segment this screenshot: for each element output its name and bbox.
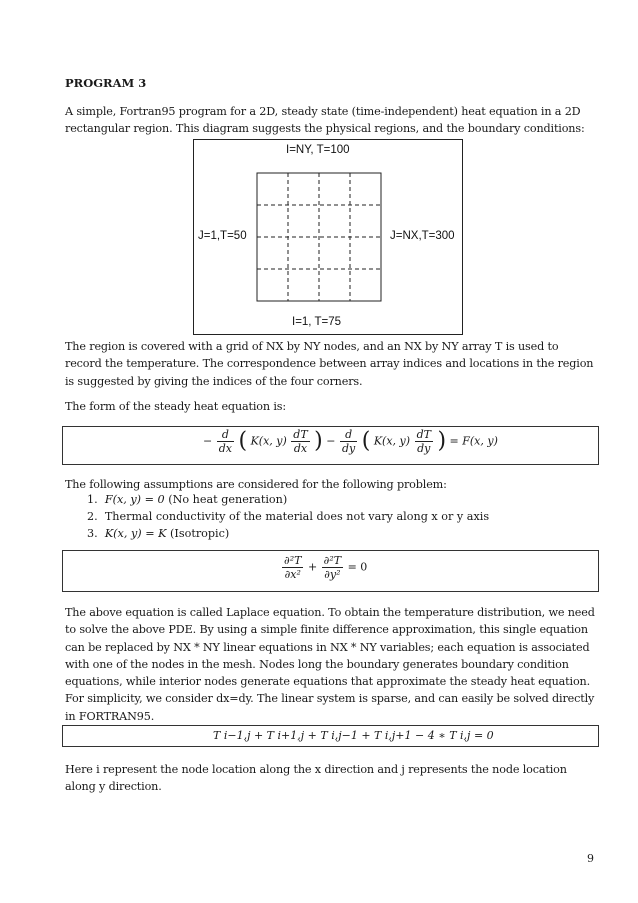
- laplace-equation: $\frac{\text{∂²T}}{\text{∂x²}}$ + $\frac{\text{∂²T}}{\text{∂y²}}$ = 0: [284, 554, 368, 581]
- boundary-diagram: [193, 139, 463, 335]
- closing-paragraph: Here i represent the node location along the x direction and j represents the node location along y direction.: [65, 763, 567, 794]
- intro-paragraph: A simple, Fortran95 program for a 2D, steady state (time-independent) heat equation in a 2D rectangular region. This diagram suggests the physical regions, and the boundary conditions:: [65, 105, 585, 136]
- grid-lines: [257, 173, 381, 301]
- assumptions-paragraph: The following assumptions are considered for the following problem:: [65, 478, 447, 491]
- heat-equation-box: [62, 426, 599, 465]
- laplace-paragraph: The above equation is called Laplace equation. To obtain the temperature distribution, we need to solve the above PDE. By using a simple finite difference approximation, this single equation can be replaced by NX * NY linear equations in NX * NY variables; each equation is associated with one of the nodes in the mesh. Nodes long the boundary generates boundary condition equations, while interior nodes generate equations that approximate the steady heat equation. For simplicity, we consider dx=dy. The linear system is sparse, and can easily be solved directly in FORTRAN95.: [65, 606, 595, 723]
- program-heading: PROGRAM 3: [65, 76, 147, 90]
- laplace-equation-box: [62, 550, 599, 592]
- assumption-item-2: 2. Thermal conductivity of the material does not vary along x or y axis: [87, 510, 490, 523]
- left-boundary-label: J=1,T=50: [198, 230, 247, 242]
- heat-equation: − $\frac{d}{dx}$ ( K(x, y) $\frac{dT}{dx}$ ) − $\frac{d}{dy}$ ( K(x, y) $\frac{dT}{dy}$ ) = F(x, y): [203, 428, 498, 455]
- top-boundary-label: I=NY, T=100: [286, 144, 350, 156]
- page-number: 9: [587, 852, 594, 865]
- form-paragraph: The form of the steady heat equation is:: [65, 400, 286, 413]
- finite-difference-box: [62, 725, 599, 747]
- assumption-item-3: 3. K(x, y) = K (Isotropic): [87, 527, 230, 540]
- region-paragraph: The region is covered with a grid of NX by NY nodes, and an NX by NY array T is used to record the temperature. The correspondence between array indices and locations in the region is suggested by giving the indices of the four corners.: [65, 340, 594, 388]
- bottom-boundary-label: I=1, T=75: [292, 316, 342, 328]
- right-boundary-label: J=NX,T=300: [390, 230, 455, 242]
- finite-difference-equation: T i−1,j + T i+1,j + T i,j−1 + T i,j+1 − 4 ∗ T i,j = 0: [213, 729, 494, 742]
- assumption-item-1: 1. F(x, y) = 0 (No heat generation): [87, 493, 288, 506]
